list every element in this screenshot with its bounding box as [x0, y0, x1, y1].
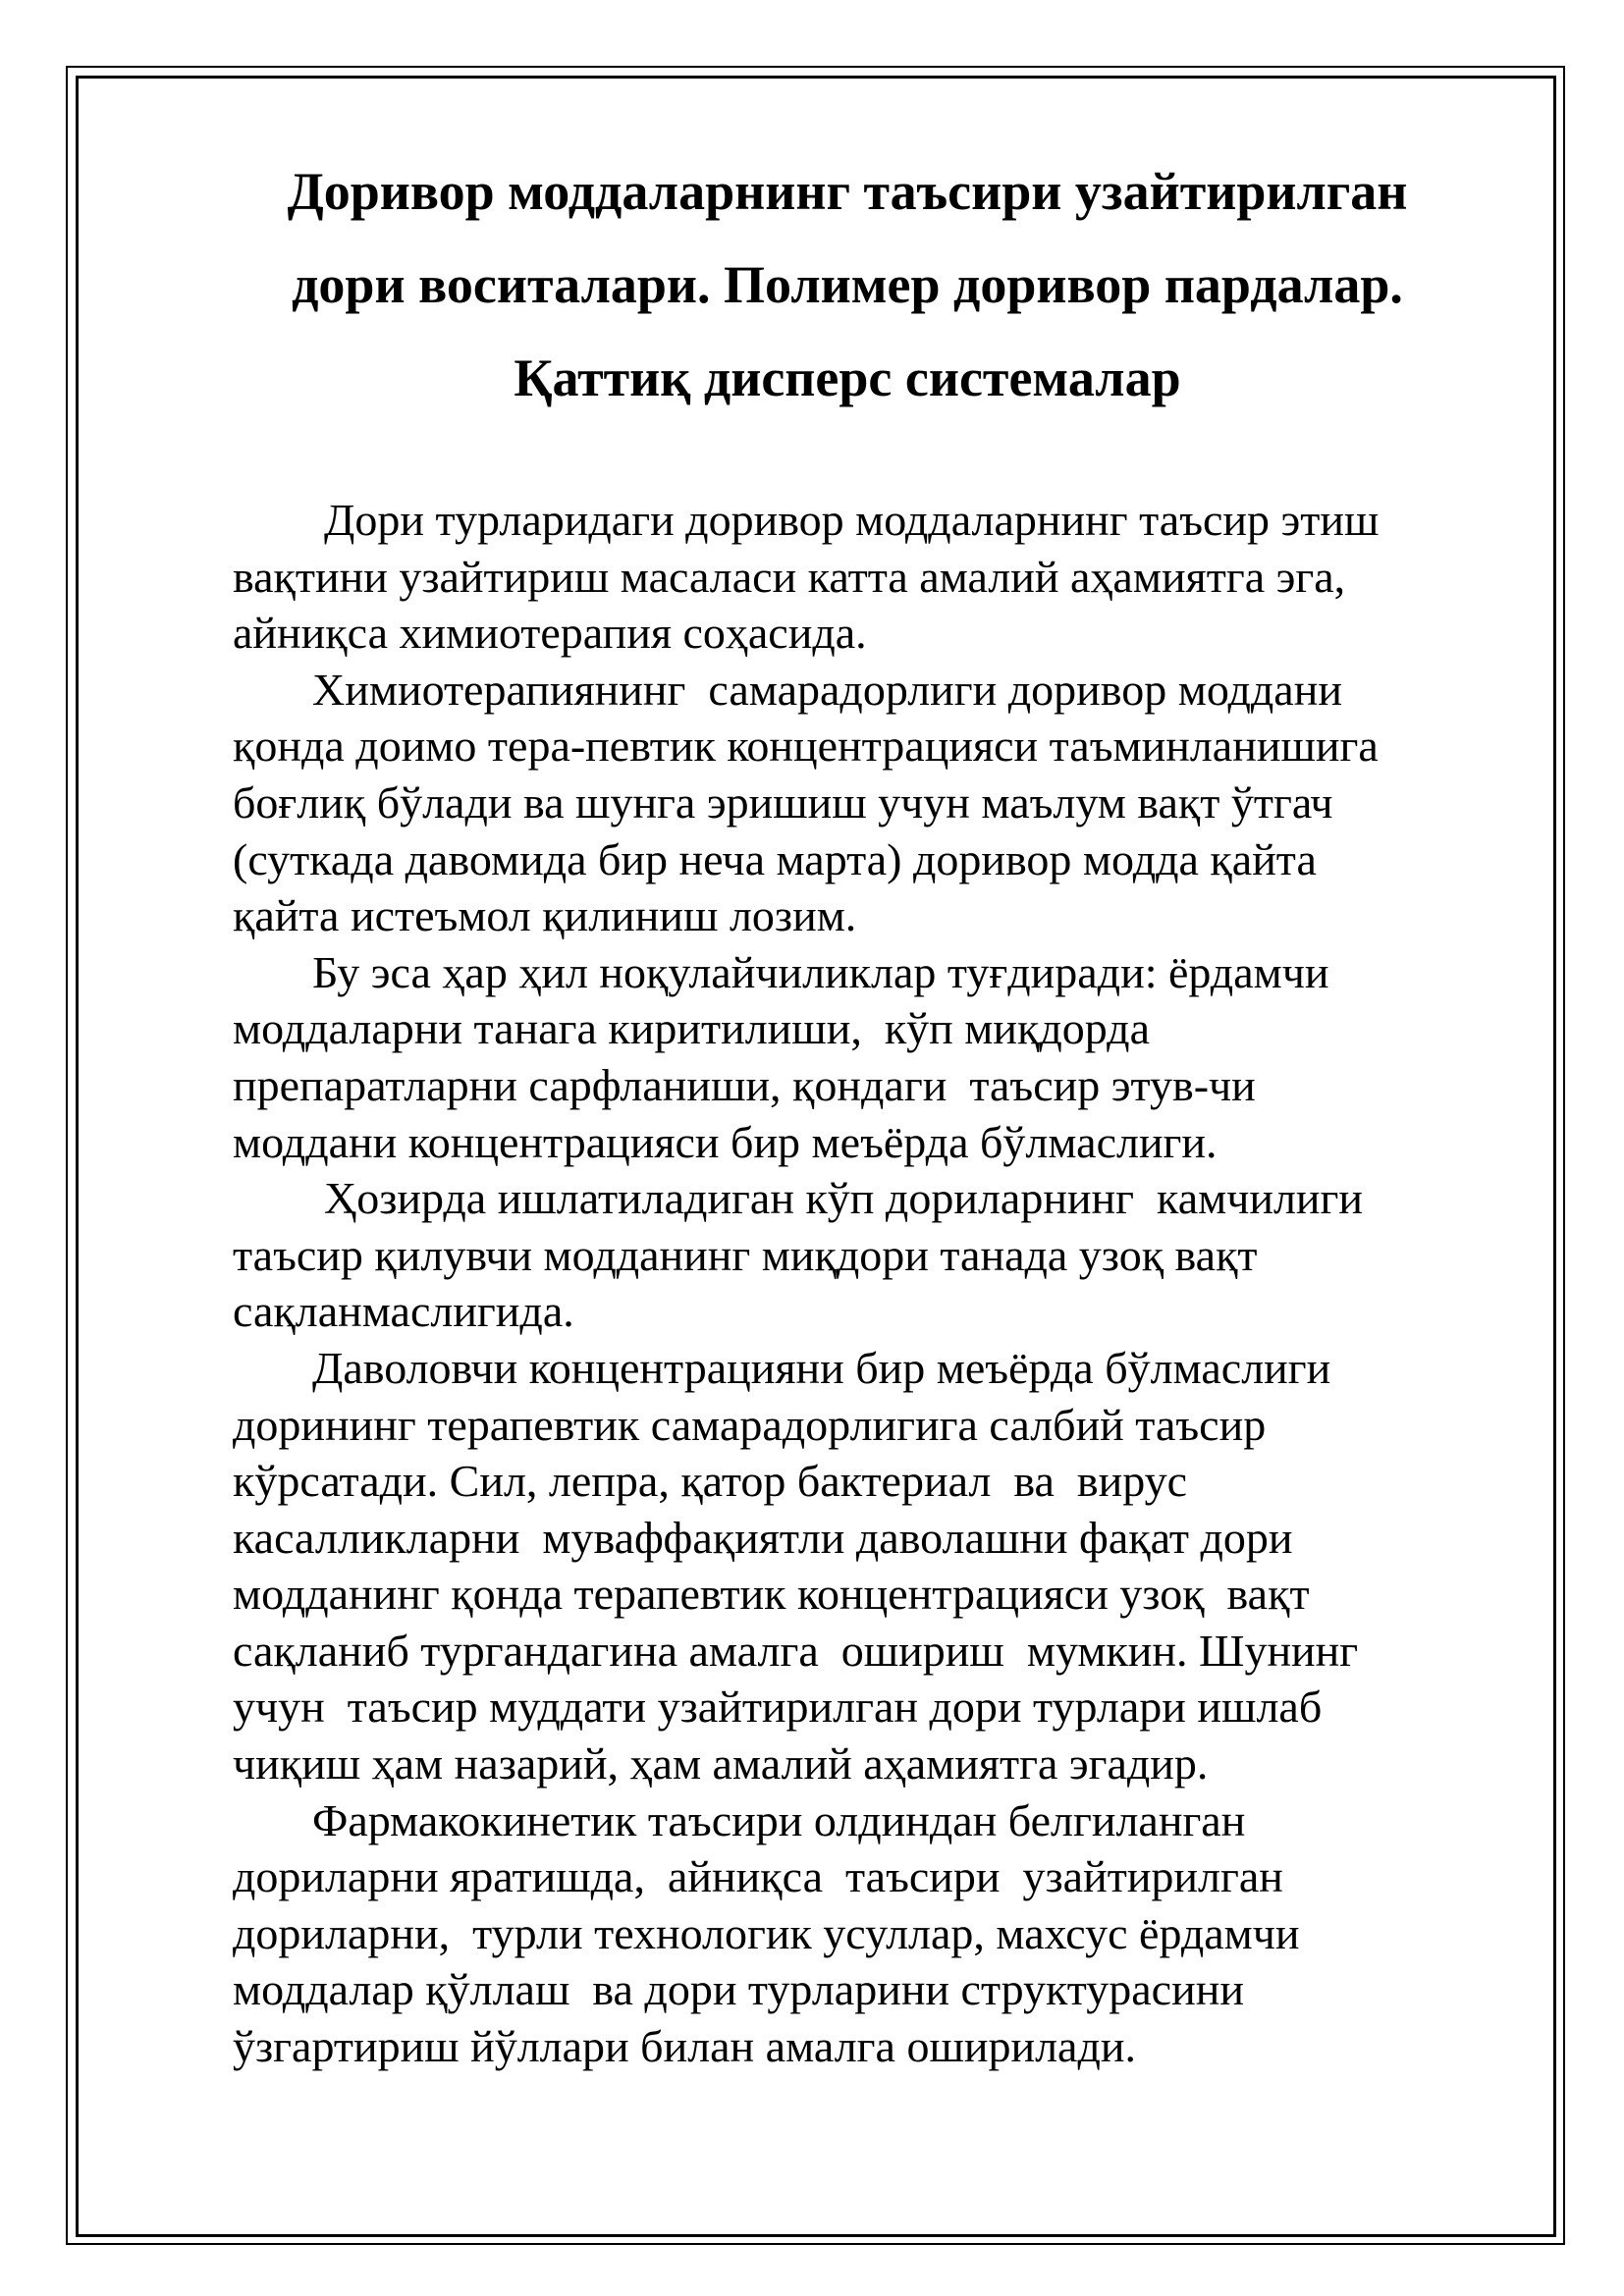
title-line: дори воситалари. Полимер доривор пардалар.: [292, 255, 1403, 314]
paragraph-line: модданинг қонда терапевтик концентрацияси узоқ вақт: [233, 1569, 1310, 1620]
document-title: [233, 145, 1462, 425]
paragraph-line: ўзгартириш йўллари билан амалга оширилади.: [233, 2021, 1136, 2072]
paragraph-line: Ҳозирда ишлатиладиган кўп дориларнинг камчилиги: [324, 1173, 1364, 1224]
paragraph-line: моддалар қўллаш ва дори турларини структурасини: [233, 1964, 1244, 2015]
paragraph-line: чиқиш ҳам назарий, ҳам амалий аҳамиятга эгадир.: [233, 1738, 1209, 1789]
paragraph: [233, 492, 1499, 662]
paragraph-line: таъсир қилувчи модданинг миқдори танада узоқ вақт: [233, 1229, 1258, 1280]
paragraph-line: вақтини узайтириш масаласи катта амалий аҳамиятга эга,: [233, 551, 1346, 602]
paragraph-line: Дори турларидаги доривор моддаларнинг таъсир этиш: [324, 495, 1380, 545]
paragraph-line: (суткада давомида бир неча марта) доривор модда қайта: [233, 833, 1317, 884]
paragraph-line: учун таъсир муддати узайтирилган дори турлари ишлаб: [233, 1682, 1323, 1733]
paragraph-line: препаратларни сарфланиши, қондаги таъсир этув-чи: [233, 1059, 1256, 1110]
paragraph-line: боғлиқ бўлади ва шунга эришиш учун маълум вақт ўтгач: [233, 776, 1333, 828]
title-line: Доривор моддаларнинг таъсири узайтирилган: [287, 162, 1408, 221]
paragraph-line: Химиотерапиянинг самарадорлиги доривор моддани: [312, 664, 1342, 715]
paragraph-line: дорининг терапевтик самарадорлигига салбий таъсир: [233, 1399, 1267, 1450]
document-body: [233, 492, 1499, 2075]
paragraph-line: дориларни, турли технологик усуллар, махсус ёрдамчи: [233, 1907, 1300, 1958]
paragraph: [233, 944, 1499, 1170]
paragraph-line: сақланмаслигида.: [233, 1286, 574, 1337]
paragraph-line: касалликларни муваффақиятли даволашни фақат дори: [233, 1512, 1293, 1563]
paragraph-line: сақланиб тургандагина амалга ошириш мумкин. Шунинг: [233, 1625, 1359, 1676]
paragraph-line: моддаларни танага киритилиши, кўп миқдорда: [233, 1003, 1150, 1054]
paragraph: [233, 662, 1499, 944]
paragraph: [233, 1792, 1499, 2075]
paragraph-line: қайта истеъмол қилиниш лозим.: [233, 890, 857, 941]
title-line: Қаттиқ дисперс системалар: [514, 348, 1181, 407]
paragraph-line: Бу эса ҳар ҳил ноқулайчиликлар туғдиради: ёрдамчи: [312, 946, 1329, 997]
paragraph-line: дориларни яратишда, айниқса таъсири узайтирилган: [233, 1851, 1283, 1902]
paragraph-line: Даволовчи концентрацияни бир меъёрда бўлмаслиги: [312, 1342, 1331, 1393]
paragraph-line: кўрсатади. Сил, лепра, қатор бактериал ва вирус: [233, 1456, 1188, 1507]
paragraph-line: қонда доимо тера-певтик концентрацияси таъминланишига: [233, 721, 1379, 772]
paragraph: [233, 1170, 1499, 1340]
paragraph-line: моддани концентрацияси бир меъёрда бўлмаслиги.: [233, 1116, 1218, 1167]
paragraph: [233, 1340, 1499, 1792]
paragraph-line: айниқса химиотерапия соҳасида.: [233, 608, 867, 659]
paragraph-line: Фармакокинетик таъсири олдиндан белгиланган: [312, 1794, 1246, 1845]
